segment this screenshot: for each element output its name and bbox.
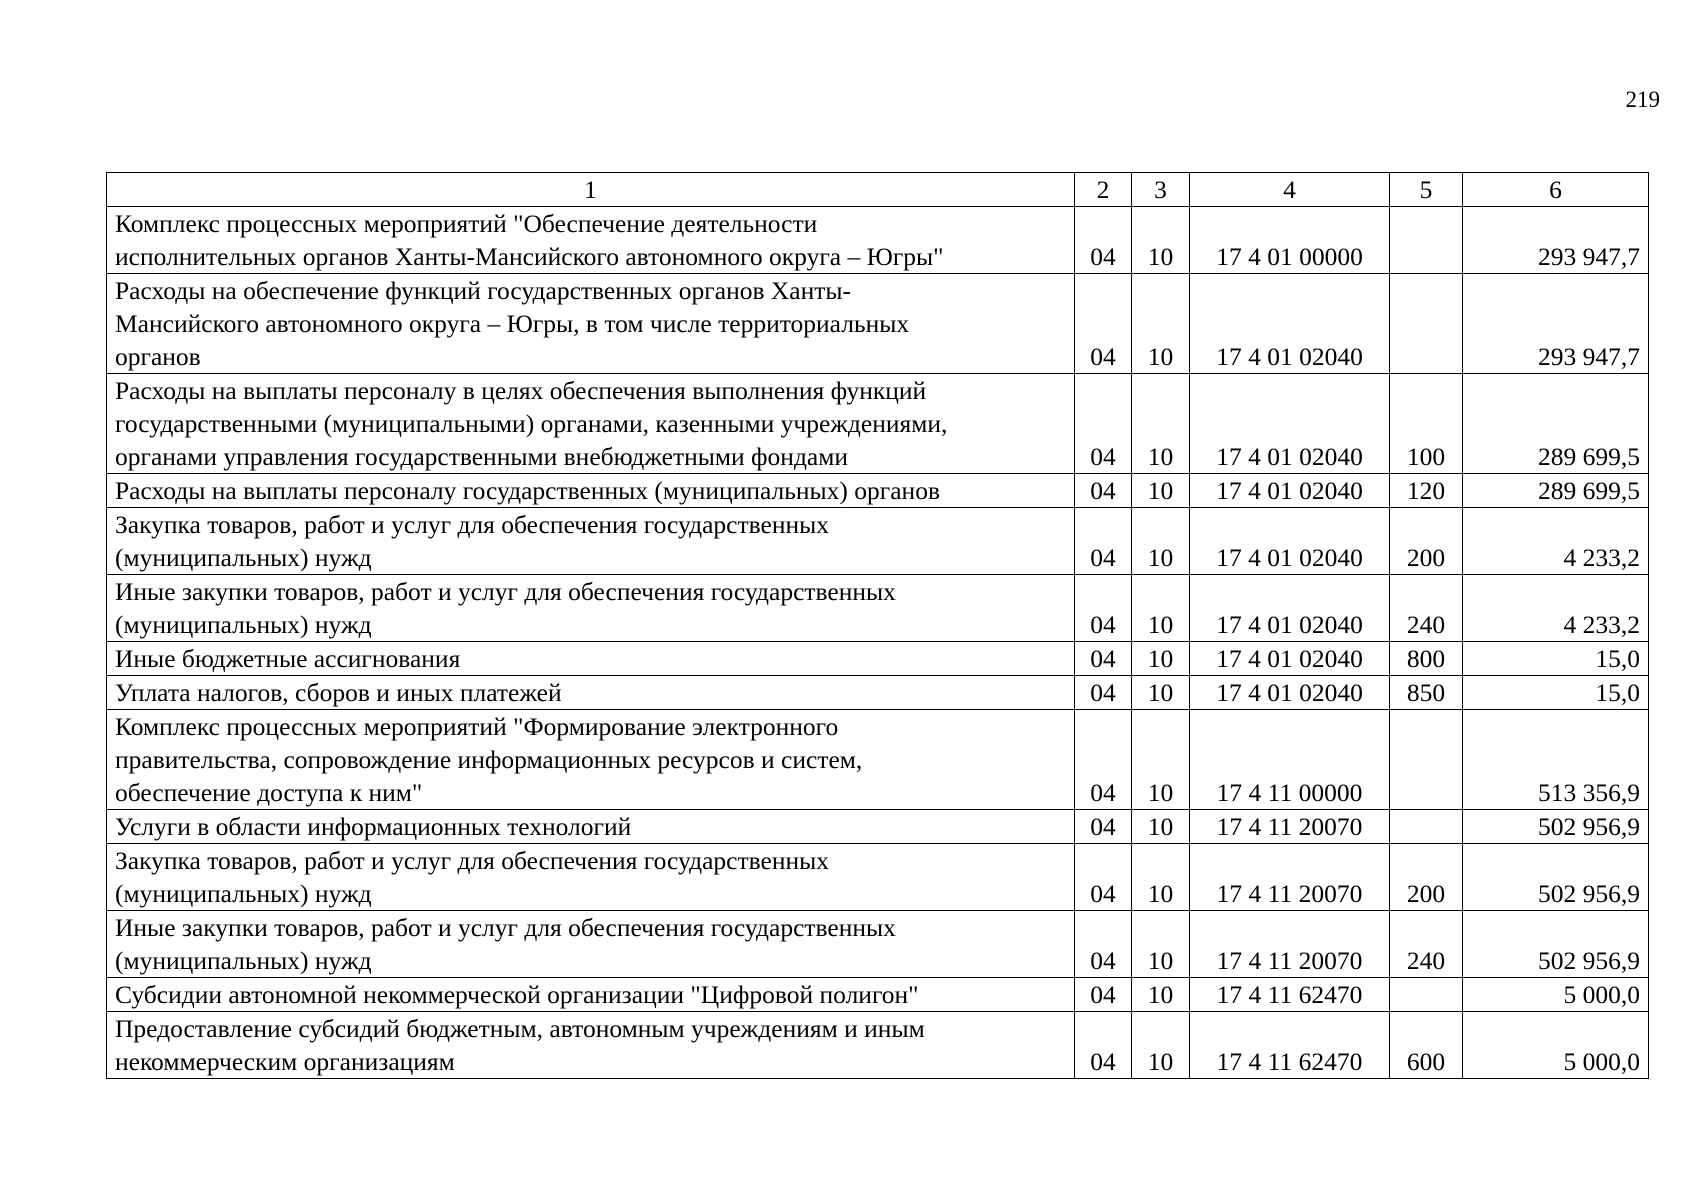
- header-cell-4: 4: [1190, 173, 1390, 207]
- row-name-line: (муниципальных) нужд: [115, 879, 372, 908]
- subsection-code-cell: 10: [1132, 911, 1190, 978]
- subsection-code-cell: 10: [1132, 710, 1190, 810]
- target-article-cell: 17 4 11 20070: [1190, 844, 1390, 911]
- subsection-code-cell: 10: [1132, 474, 1190, 508]
- row-name-line: органов: [115, 342, 201, 371]
- row-name-cell: [107, 978, 1075, 1012]
- header-row: [107, 173, 1649, 207]
- page-number: 219: [1625, 87, 1660, 112]
- row-name-line: (муниципальных) нужд: [115, 610, 372, 639]
- amount-cell: 4 233,2: [1463, 575, 1649, 642]
- expense-type-cell: 240: [1390, 575, 1463, 642]
- row-name-line: Иные закупки товаров, работ и услуг для обеспечения государственных: [115, 913, 896, 942]
- table-row: [107, 642, 1649, 676]
- section-code-cell: 04: [1075, 676, 1132, 710]
- table-row: [107, 978, 1649, 1012]
- subsection-code-cell: 10: [1132, 1012, 1190, 1079]
- row-name-cell: [107, 274, 1075, 374]
- target-article-cell: 17 4 01 02040: [1190, 575, 1390, 642]
- expense-type-cell: [1390, 978, 1463, 1012]
- expense-type-cell: [1390, 207, 1463, 274]
- row-name-cell: [107, 575, 1075, 642]
- section-code-cell: 04: [1075, 575, 1132, 642]
- row-name-line: Иные бюджетные ассигнования: [115, 644, 461, 673]
- row-name-cell: [107, 508, 1075, 575]
- amount-cell: 289 699,5: [1463, 374, 1649, 474]
- row-name-line: правительства, сопровождение информационных ресурсов и систем,: [115, 745, 863, 774]
- row-name-line: обеспечение доступа к ним": [115, 778, 423, 807]
- amount-cell: 5 000,0: [1463, 978, 1649, 1012]
- section-code-cell: 04: [1075, 1012, 1132, 1079]
- row-name-line: (муниципальных) нужд: [115, 543, 372, 572]
- row-name-line: Предоставление субсидий бюджетным, автономным учреждениям и иным: [115, 1014, 925, 1043]
- subsection-code-cell: 10: [1132, 274, 1190, 374]
- amount-cell: 15,0: [1463, 642, 1649, 676]
- table-row: [107, 207, 1649, 274]
- row-name-cell: [107, 1012, 1075, 1079]
- target-article-cell: 17 4 11 20070: [1190, 810, 1390, 844]
- row-name-line: некоммерческим организациям: [115, 1047, 455, 1076]
- table-row: [107, 274, 1649, 374]
- header-cell-2: 2: [1075, 173, 1132, 207]
- row-name-line: исполнительных органов Ханты-Мансийского автономного округа – Югры": [115, 242, 944, 271]
- subsection-code-cell: 10: [1132, 642, 1190, 676]
- target-article-cell: 17 4 11 20070: [1190, 911, 1390, 978]
- target-article-cell: 17 4 11 00000: [1190, 710, 1390, 810]
- row-name-line: Иные закупки товаров, работ и услуг для обеспечения государственных: [115, 577, 896, 606]
- header-cell-1: 1: [107, 173, 1075, 207]
- row-name-line: Комплекс процессных мероприятий "Формирование электронного: [115, 712, 839, 741]
- table-row: [107, 508, 1649, 575]
- row-name-line: Субсидии автономной некоммерческой организации "Цифровой полигон": [115, 980, 919, 1009]
- table-row: [107, 911, 1649, 978]
- amount-cell: 289 699,5: [1463, 474, 1649, 508]
- row-name-line: органами управления государственными внебюджетными фондами: [115, 442, 849, 471]
- subsection-code-cell: 10: [1132, 676, 1190, 710]
- table-row: [107, 676, 1649, 710]
- target-article-cell: 17 4 01 02040: [1190, 274, 1390, 374]
- row-name-line: Мансийского автономного округа – Югры, в том числе территориальных: [115, 309, 910, 338]
- section-code-cell: 04: [1075, 642, 1132, 676]
- amount-cell: 502 956,9: [1463, 844, 1649, 911]
- expense-type-cell: 200: [1390, 508, 1463, 575]
- row-name-line: Расходы на обеспечение функций государственных органов Ханты-: [115, 276, 852, 305]
- header-cell-5: 5: [1390, 173, 1463, 207]
- subsection-code-cell: 10: [1132, 508, 1190, 575]
- expense-type-cell: [1390, 274, 1463, 374]
- table-row: [107, 710, 1649, 810]
- expense-type-cell: 100: [1390, 374, 1463, 474]
- section-code-cell: 04: [1075, 911, 1132, 978]
- target-article-cell: 17 4 01 00000: [1190, 207, 1390, 274]
- target-article-cell: 17 4 11 62470: [1190, 1012, 1390, 1079]
- target-article-cell: 17 4 01 02040: [1190, 642, 1390, 676]
- row-name-line: Уплата налогов, сборов и иных платежей: [115, 678, 562, 707]
- target-article-cell: 17 4 01 02040: [1190, 374, 1390, 474]
- row-name-cell: [107, 474, 1075, 508]
- row-name-line: Закупка товаров, работ и услуг для обеспечения государственных: [115, 510, 830, 539]
- target-article-cell: 17 4 01 02040: [1190, 676, 1390, 710]
- table-row: [107, 575, 1649, 642]
- row-name-cell: [107, 710, 1075, 810]
- row-name-line: (муниципальных) нужд: [115, 946, 372, 975]
- table-row: [107, 1012, 1649, 1079]
- subsection-code-cell: 10: [1132, 844, 1190, 911]
- section-code-cell: 04: [1075, 978, 1132, 1012]
- row-name-line: Услуги в области информационных технологий: [115, 812, 632, 841]
- section-code-cell: 04: [1075, 274, 1132, 374]
- section-code-cell: 04: [1075, 810, 1132, 844]
- table-row: [107, 810, 1649, 844]
- amount-cell: 502 956,9: [1463, 911, 1649, 978]
- amount-cell: 293 947,7: [1463, 274, 1649, 374]
- header-cell-3: 3: [1132, 173, 1190, 207]
- section-code-cell: 04: [1075, 374, 1132, 474]
- target-article-cell: 17 4 11 62470: [1190, 978, 1390, 1012]
- section-code-cell: 04: [1075, 207, 1132, 274]
- target-article-cell: 17 4 01 02040: [1190, 508, 1390, 575]
- row-name-line: Расходы на выплаты персоналу в целях обеспечения выполнения функций: [115, 376, 927, 405]
- target-article-cell: 17 4 01 02040: [1190, 474, 1390, 508]
- row-name-cell: [107, 374, 1075, 474]
- row-name-cell: [107, 642, 1075, 676]
- amount-cell: 513 356,9: [1463, 710, 1649, 810]
- row-name-cell: [107, 844, 1075, 911]
- expense-type-cell: 800: [1390, 642, 1463, 676]
- header-cell-6: 6: [1463, 173, 1649, 207]
- row-name-cell: [107, 676, 1075, 710]
- row-name-line: Расходы на выплаты персоналу государственных (муниципальных) органов: [115, 476, 940, 505]
- amount-cell: 4 233,2: [1463, 508, 1649, 575]
- row-name-line: Комплекс процессных мероприятий "Обеспечение деятельности: [115, 209, 818, 238]
- row-name-line: Закупка товаров, работ и услуг для обеспечения государственных: [115, 846, 830, 875]
- expense-type-cell: 200: [1390, 844, 1463, 911]
- section-code-cell: 04: [1075, 474, 1132, 508]
- expense-type-cell: 240: [1390, 911, 1463, 978]
- section-code-cell: 04: [1075, 508, 1132, 575]
- subsection-code-cell: 10: [1132, 207, 1190, 274]
- subsection-code-cell: 10: [1132, 374, 1190, 474]
- section-code-cell: 04: [1075, 844, 1132, 911]
- amount-cell: 502 956,9: [1463, 810, 1649, 844]
- amount-cell: 293 947,7: [1463, 207, 1649, 274]
- section-code-cell: 04: [1075, 710, 1132, 810]
- amount-cell: 5 000,0: [1463, 1012, 1649, 1079]
- expense-type-cell: [1390, 710, 1463, 810]
- row-name-cell: [107, 810, 1075, 844]
- budget-table: [106, 172, 1649, 1079]
- subsection-code-cell: 10: [1132, 810, 1190, 844]
- table-row: [107, 374, 1649, 474]
- expense-type-cell: 120: [1390, 474, 1463, 508]
- table-row: [107, 474, 1649, 508]
- table-row: [107, 844, 1649, 911]
- row-name-line: государственными (муниципальными) органами, казенными учреждениями,: [115, 409, 948, 438]
- amount-cell: 15,0: [1463, 676, 1649, 710]
- expense-type-cell: [1390, 810, 1463, 844]
- expense-type-cell: 850: [1390, 676, 1463, 710]
- subsection-code-cell: 10: [1132, 575, 1190, 642]
- subsection-code-cell: 10: [1132, 978, 1190, 1012]
- expense-type-cell: 600: [1390, 1012, 1463, 1079]
- row-name-cell: [107, 911, 1075, 978]
- row-name-cell: [107, 207, 1075, 274]
